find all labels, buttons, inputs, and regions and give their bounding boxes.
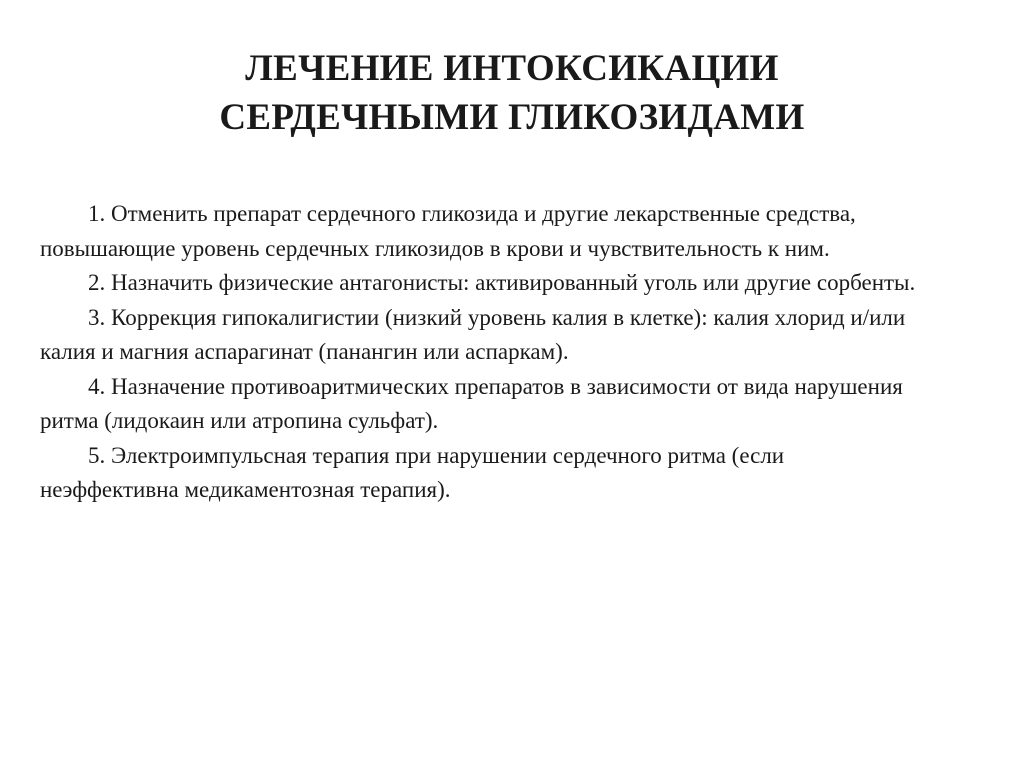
slide-title-line-1: ЛЕЧЕНИЕ ИНТОКСИКАЦИИ (245, 48, 779, 89)
treatment-list (40, 197, 920, 508)
treatment-item-2: 2. Назначить физические антагонисты: активированный уголь или другие сорбенты. (88, 270, 916, 295)
slide-title (0, 44, 1024, 142)
slide-title-line-2: СЕРДЕЧНЫМИ ГЛИКОЗИДАМИ (219, 97, 805, 138)
treatment-item-4: 4. Назначение противоаритмических препаратов в зависимости от вида нарушения ритма (лидокаин или атропина сульфат). (40, 373, 903, 433)
treatment-item-1: 1. Отменить препарат сердечного гликозида и другие лекарственные средства, повышающие уровень сердечных гликозидов в крови и чувствительность к ним. (40, 201, 856, 261)
treatment-item-3: 3. Коррекция гипокалигистии (низкий уровень калия в клетке): калия хлорид и/или калия и магния аспарагинат (панангин или аспаркам). (40, 304, 906, 364)
treatment-item-5: 5. Электроимпульсная терапия при нарушении сердечного ритма (если неэффективна медикаментозная терапия). (40, 442, 785, 502)
